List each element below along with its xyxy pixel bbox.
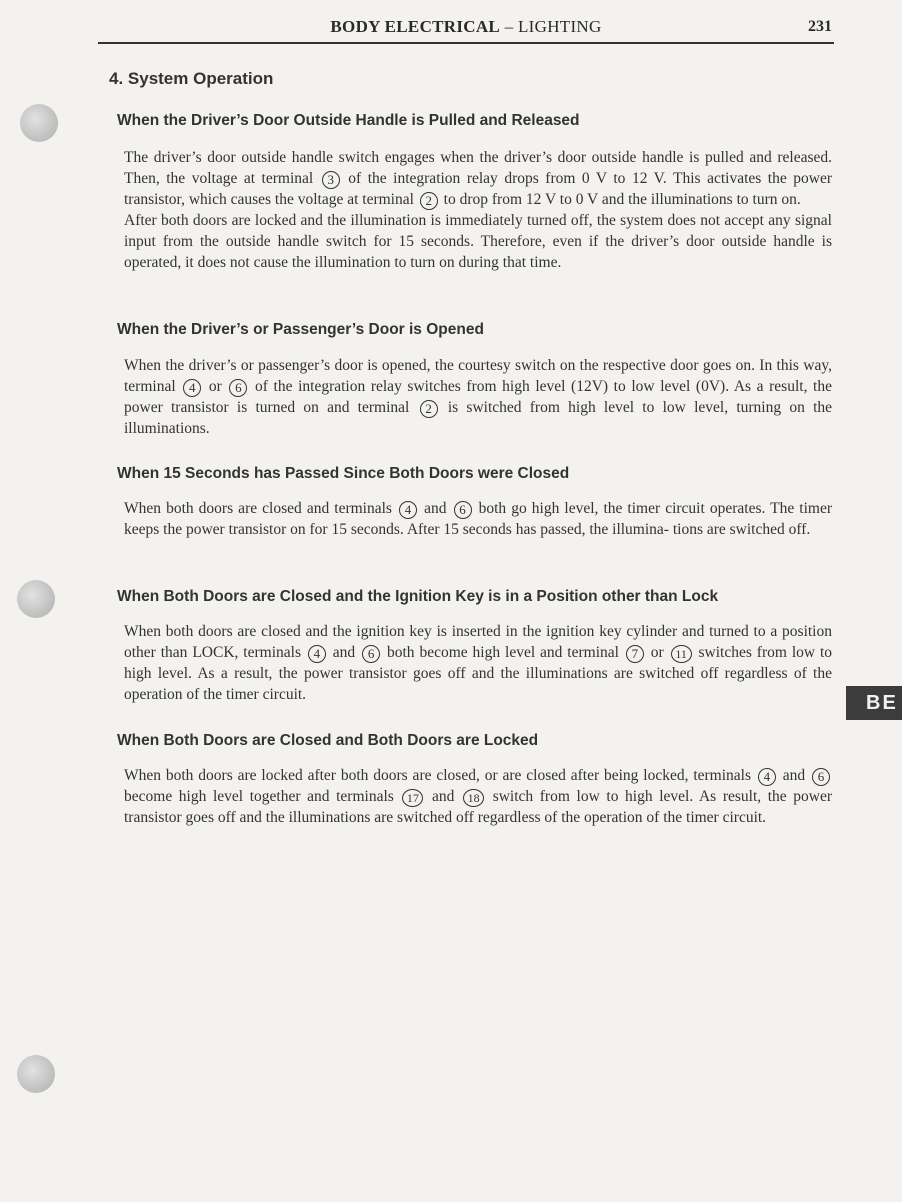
text-run: When the driver’s or passenger’s door is opened, the courtesy switch on the respective door goes on. In this way, terminal <box>124 357 832 395</box>
text-run: switches from low to high level. As a result, the power transistor goes off and the illuminations are switched off regardless of the operation of the timer circuit. <box>124 644 833 703</box>
terminal-number: 2 <box>420 400 438 418</box>
terminal-number: 6 <box>454 501 472 519</box>
text-run: The driver’s door outside handle switch engages when the driver’s door outside handle is pulled and released. Then, the voltage at terminal <box>124 149 832 187</box>
paragraph-text <box>124 355 832 439</box>
subheading-doors-locked: When Both Doors are Closed and Both Doors are Locked <box>117 732 539 749</box>
text-run: switch from low to high level. As result, the power transistor goes off and the illuminations are switched off regardless of the operation of the timer circuit. <box>124 788 833 826</box>
paragraph-doors-locked <box>124 765 832 828</box>
terminal-number: 6 <box>812 768 830 786</box>
header-title <box>98 17 834 37</box>
paragraph-text: After both doors are locked and the illumination is immediately turned off, the system does not accept any signal input from the outside handle switch for 15 seconds. Therefore, even if the driver’s door outside handle is operated, it does not cause the illumination to turn on during that time. <box>124 212 832 271</box>
text-run: become high level together and terminals <box>124 788 394 805</box>
text-run: of the integration relay drops from 0 V to 12 V. This activates the power transistor, which causes the voltage at terminal <box>124 170 833 208</box>
terminal-number: 2 <box>420 192 438 210</box>
text-run: to drop from 12 V to 0 V and the illuminations to turn on. <box>443 191 801 208</box>
header-title-rest: – LIGHTING <box>500 17 602 36</box>
subheading-door-opened: When the Driver’s or Passenger’s Door is Opened <box>117 321 484 338</box>
terminal-number: 3 <box>322 171 340 189</box>
header-title-bold: BODY ELECTRICAL <box>330 17 501 36</box>
terminal-number: 4 <box>183 379 201 397</box>
terminal-number: 4 <box>308 645 326 663</box>
text-run: of the integration relay switches from high level (12V) to low level (0V). As a result, the power transistor is turned on and terminal <box>124 378 832 416</box>
text-run: or <box>208 378 222 395</box>
subheading-ignition-key: When Both Doors are Closed and the Ignition Key is in a Position other than Lock <box>117 588 719 605</box>
terminal-number: 4 <box>399 501 417 519</box>
text-run: When both doors are locked after both doors are closed, or are closed after being locked, terminals <box>124 767 752 784</box>
text-run: or <box>650 644 664 661</box>
paragraph-ignition-key <box>124 621 832 705</box>
subheading-door-handle: When the Driver’s Door Outside Handle is Pulled and Released <box>117 112 580 129</box>
binder-hole-top <box>20 104 58 142</box>
paragraph-15-seconds <box>124 498 832 540</box>
text-run: and <box>782 767 806 784</box>
terminal-number: 17 <box>402 789 423 807</box>
terminal-number: 11 <box>671 645 692 663</box>
section-title: 4. System Operation <box>109 69 274 88</box>
paragraph-door-handle <box>124 147 832 273</box>
paragraph-text <box>124 621 832 705</box>
paragraph-text <box>124 498 832 540</box>
text-run: When both doors are closed and the ignition key is inserted in the ignition key cylinder and turned to a position other than LOCK, terminals <box>124 623 832 661</box>
paragraph-text <box>124 765 832 828</box>
text-run: When both doors are closed and terminals <box>124 500 392 517</box>
terminal-number: 6 <box>362 645 380 663</box>
text-run: and <box>424 500 447 517</box>
text-run: both become high level and terminal <box>387 644 619 661</box>
terminal-number: 4 <box>758 768 776 786</box>
text-run: and <box>332 644 356 661</box>
text-run: both go high level, the timer circuit operates. The timer keeps the power transistor on for 15 seconds. After 15 seconds has passed, the illumina- tions are switched off. <box>124 500 833 538</box>
text-run: and <box>432 788 455 805</box>
page-header <box>98 14 834 44</box>
section-tab-be: BE <box>846 686 902 720</box>
binder-hole-bottom <box>17 1055 55 1093</box>
paragraph-text <box>124 147 832 210</box>
terminal-number: 18 <box>463 789 484 807</box>
page-number: 231 <box>808 18 832 35</box>
terminal-number: 6 <box>229 379 247 397</box>
terminal-number: 7 <box>626 645 644 663</box>
binder-hole-middle <box>17 580 55 618</box>
text-run: is switched from high level to low level, turning on the illuminations. <box>124 399 833 437</box>
subheading-15-seconds: When 15 Seconds has Passed Since Both Doors were Closed <box>117 465 570 482</box>
paragraph-door-opened <box>124 355 832 439</box>
